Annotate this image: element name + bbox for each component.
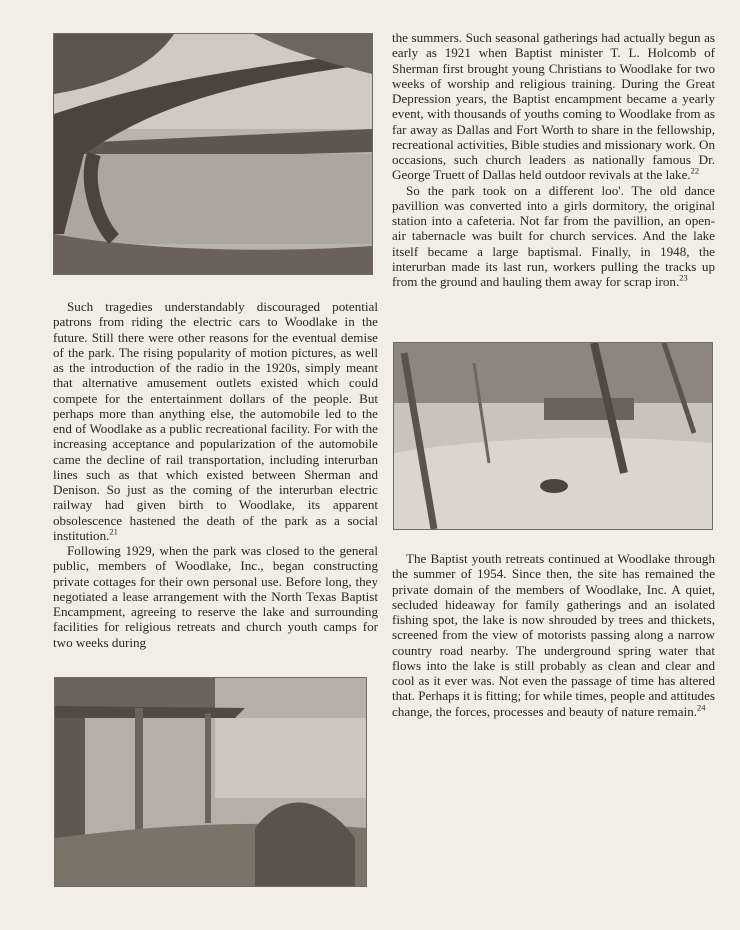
footnote-ref: 23 (679, 272, 688, 283)
footnote-ref: 22 (690, 165, 700, 176)
left-column (53, 299, 378, 650)
paragraph: the summers. Such seasonal gatherings had actually begun as early as 1921 when Baptist minister T. L. Holcomb of Sherman first brought young Christians to Woodlake for two weeks of worship and religious training. During the Great Depression years, the Baptist encampment became a yearly event, with thousands of youths coming to Woodlake from as far away as Dallas and Fort Worth to share in the fellowship, recreational activities, Bible studies and missionary work. On occasions, such church leaders as nationally famous Dr. George Truett of Dallas held outdoor revivals at the lake.$^{22}$ (392, 30, 715, 183)
right-column-bottom (392, 551, 715, 719)
snow-trees-photo (393, 342, 713, 530)
paragraph: So the park took on a different loo'. The old dance pavillion was converted into a girls dormitory, the original station into a cafeteria. Not far from the pavillion, an open-air tabernacle was built for church services. And the lake itself became a large baptismal. Finally, in 1948, the interurban made its last run, workers pulling the tracks up from the ground and hauling them away for scrap iron.$^{23}$ (392, 182, 715, 289)
footnote-ref: 21 (109, 526, 118, 537)
lake-tree-photo (53, 33, 373, 275)
right-column-top (392, 30, 715, 289)
footnote-ref: 24 (697, 702, 706, 713)
cottage-porch-photo (54, 677, 367, 887)
paragraph: The Baptist youth retreats continued at Woodlake through the summer of 1954. Since then, the site has remained the private domain of the members of Woodlake, Inc. A quiet, secluded hideaway for family gatherings and an isolated fishing spot, the lake is now shrouded by trees and thickets, screened from the view of motorists passing along a narrow country road nearby. The underground spring water that flows into the lake is still probably as clean and clear and cool as it ever was. Not even the passage of time has altered that. Perhaps it is fitting; for while times, people and attitudes change, the forces, processes and beauty of nature remain.$^{24}$ (392, 551, 715, 719)
paragraph: Following 1929, when the park was closed to the general public, members of Woodlake, Inc., began constructing private cottages for their own personal use. Before long, they negotiated a lease arrangement with the North Texas Baptist Encampment, agreeing to reserve the lake and surrounding facilities for religious retreats and church youth camps for two weeks during (53, 543, 378, 650)
paragraph: Such tragedies understandably discouraged potential patrons from riding the electric cars to Woodlake in the future. Still there were other reasons for the eventual demise of the park. The rising popularity of motion pictures, as well as the introduction of the radio in the 1920s, simply meant that alternative amusement outlets existed which could compete for the entertainment dollars of the people. But perhaps more than anything else, the automobile led to the end of Woodlake as a public recreational facility. For with the increasing acceptance and popularization of the automobile came the decline of rail transportation, including interurban lines such as that which existed between Sherman and Denison. So just as the coming of the interurban electric railway had given birth to Woodlake, its apparent obsolescence hastened the death of the park as a social institution.$^{21}$ (53, 299, 378, 543)
